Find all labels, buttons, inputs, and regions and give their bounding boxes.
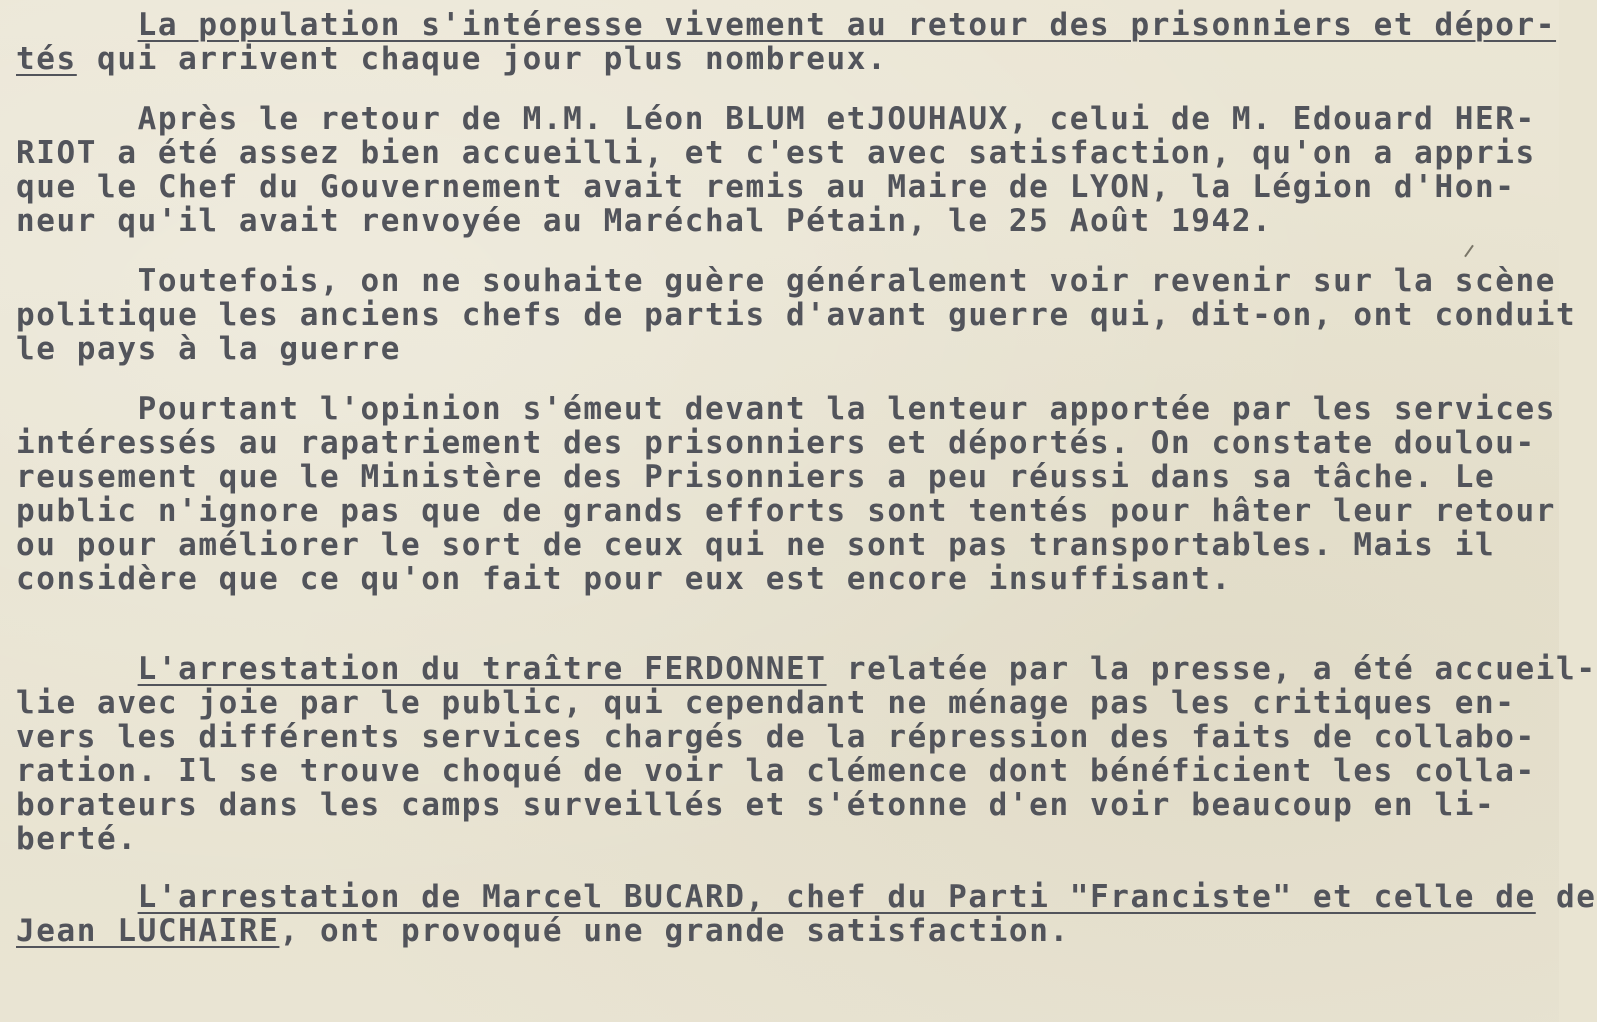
text-line: reusement que le Ministère des Prisonniers a peu réussi dans sa tâche. Le: [16, 459, 1496, 495]
paragraph-population: [16, 7, 1557, 77]
document-body: [16, 7, 1597, 949]
underlined-heading: La population s'intéresse vivement au retour des prisonniers et dépor-: [137, 7, 1557, 43]
text-line: RIOT a été assez bien accueilli, et c'est avec satisfaction, qu'on a appris: [16, 135, 1536, 171]
line-text: qui arrivent chaque jour plus nombreux.: [76, 41, 888, 77]
line-indent: [16, 651, 138, 687]
text-line: [16, 879, 1597, 915]
text-line: ration. Il se trouve choqué de voir la clémence dont bénéficient les colla-: [16, 753, 1536, 789]
text-line: vers les différents services chargés de la répression des faits de collabo-: [16, 719, 1536, 755]
paragraph-bucard: [16, 879, 1597, 949]
underlined-word: tés: [16, 41, 77, 77]
text-line: ou pour améliorer le sort de ceux qui ne sont pas transportables. Mais il: [16, 527, 1496, 563]
line-indent: [16, 879, 138, 915]
text-line: [16, 914, 1551, 948]
line-text: , ont provoqué une grande satisfaction.: [279, 913, 1070, 949]
text-line: borateurs dans les camps surveillés et s'étonne d'en voir beaucoup en li-: [16, 787, 1496, 823]
text-line: [16, 7, 1557, 43]
text-line: le pays à la guerre: [16, 331, 402, 367]
text-line: public n'ignore pas que de grands efforts sont tentés pour hâter leur retour: [16, 493, 1557, 529]
text-line: intéressés au rapatriement des prisonniers et déportés. On constate doulou-: [16, 425, 1536, 461]
underlined-heading: L'arrestation de Marcel BUCARD, chef du Parti "Franciste" et celle de: [137, 879, 1536, 915]
text-line: lie avec joie par le public, qui cependant ne ménage pas les critiques en-: [16, 685, 1516, 721]
paragraph-pourtant: [16, 391, 1557, 597]
line-text: de: [1535, 879, 1597, 915]
text-line: Toutefois, on ne souhaite guère généralement voir revenir sur la scène: [16, 263, 1557, 299]
paragraph-toutefois: [16, 263, 1577, 367]
text-line: que le Chef du Gouvernement avait remis au Maire de LYON, la Légion d'Hon-: [16, 169, 1516, 205]
line-indent: [16, 7, 138, 43]
text-line: Après le retour de M.M. Léon BLUM etJOUHAUX, celui de M. Edouard HER-: [16, 101, 1536, 137]
line-text: relatée par la presse, a été accueil-: [826, 651, 1597, 687]
paragraph-retour-blum: [16, 102, 1551, 238]
underlined-heading: L'arrestation du traître FERDONNET: [137, 651, 827, 687]
text-line: neur qu'il avait renvoyée au Maréchal Pétain, le 25 Août 1942.: [16, 203, 1273, 239]
text-line: [16, 42, 1551, 76]
underlined-name: Jean LUCHAIRE: [16, 913, 280, 949]
text-line: considère que ce qu'on fait pour eux est encore insuffisant.: [16, 561, 1232, 597]
text-line: berté.: [16, 821, 138, 857]
text-line: [16, 651, 1597, 687]
text-line: politique les anciens chefs de partis d'avant guerre qui, dit-on, ont conduit: [16, 297, 1577, 333]
text-line: Pourtant l'opinion s'émeut devant la lenteur apportée par les services: [16, 391, 1557, 427]
paragraph-ferdonnet: [16, 651, 1597, 857]
